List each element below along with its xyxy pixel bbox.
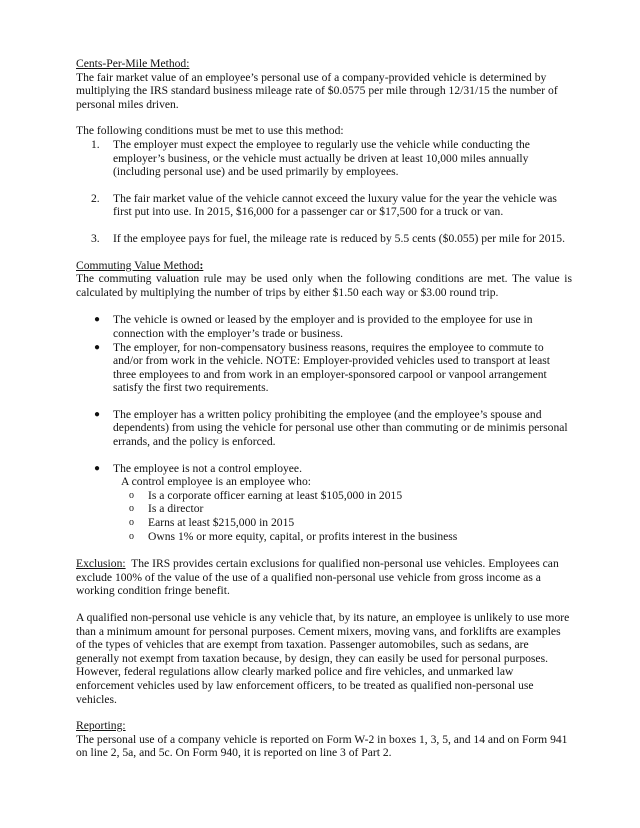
control-employee-intro: A control employee is an employee who: <box>121 475 311 489</box>
condition-text: The fair market value of the vehicle cannot exceed the luxury value for the year the vehicle was first put into use. In 2015, $16,000 for a passenger car or $17,500 for a truck or van. <box>113 191 557 219</box>
bullet-text: The employee is not a control employee. <box>113 461 302 475</box>
cents-per-mile-intro: The fair market value of an employee’s personal use of a company-provided vehicle is determined by multiplying the IRS standard business mileage rate of $0.0575 per mile through 12/31/15 the number of personal miles driven. <box>76 70 558 111</box>
reporting-heading: Reporting: <box>76 719 126 733</box>
condition-number: 2. <box>91 191 100 205</box>
control-item <box>121 489 572 503</box>
circle-bullet-icon: o <box>129 503 134 515</box>
cents-per-mile-section <box>76 57 572 246</box>
condition-item <box>76 138 572 179</box>
bullet-icon: ● <box>94 314 101 326</box>
bullet-text: The employer, for non-compensatory business reasons, requires the employee to commute to and/or from work in the vehicle. NOTE: Employer-provided vehicles used to transport at least three employees to and from work in an employer-sponsored carpool or vanpool arrangement satisfy the first two requirements. <box>113 340 550 395</box>
bullet-item <box>76 408 572 449</box>
exclusion-paragraph <box>76 557 572 598</box>
control-item <box>121 516 572 530</box>
condition-item <box>76 232 572 246</box>
bullet-icon: ● <box>94 462 101 474</box>
commuting-conditions-list <box>76 313 572 543</box>
condition-item <box>76 192 572 219</box>
circle-bullet-icon: o <box>129 489 134 501</box>
condition-text: If the employee pays for fuel, the mileage rate is reduced by 5.5 cents ($0.055) per mile for 2015. <box>113 231 565 245</box>
bullet-item <box>76 313 572 340</box>
commuting-heading: Commuting Value Method <box>76 258 200 272</box>
bullet-icon: ● <box>94 408 101 420</box>
exclusion-paragraph-2: A qualified non-personal use vehicle is any vehicle that, by its nature, an employee is unlikely to use more than a minimum amount for personal purposes. Cement mixers, moving vans, and forklifts are examples of the types of vehicles that are exempt from taxation. Passenger automobiles, such as sedans, are generally not exempt from taxation because, by design, they can easily be used for personal purposes. However, federal regulations allow clearly marked police and fire vehicles, and unmarked law enforcement vehicles used by law enforcement officers, to be treated as qualified non-personal use vehicles. <box>76 611 570 706</box>
bullet-item <box>76 341 572 395</box>
reporting-text: The personal use of a company vehicle is reported on Form W-2 in boxes 1, 3, 5, and 14 and on Form 941 on line 2, 5a, and 5c. On Form 940, it is reported on line 3 of Part 2. <box>76 732 568 760</box>
condition-number: 3. <box>91 231 100 245</box>
exclusion-text: The IRS provides certain exclusions for qualified non-personal use vehicles. Employees can exclude 100% of the value of the use of a qualified non-personal use vehicle from gross income as a working condition fringe benefit. <box>76 557 562 598</box>
control-item <box>121 530 572 544</box>
condition-number: 1. <box>91 137 100 151</box>
condition-text: The employer must expect the employee to regularly use the vehicle while conducting the employer’s business, or the vehicle must actually be driven at least 10,000 miles annually (including personal use) and be used primarily by employees. <box>113 137 530 179</box>
conditions-list <box>76 138 572 246</box>
bullet-text: The employer has a written policy prohibiting the employee (and the employee’s spouse and dependents) from using the vehicle for personal use other than commuting or de minimis personal errands, and the policy is enforced. <box>113 407 568 449</box>
control-item-text: Owns 1% or more equity, capital, or profits interest in the business <box>148 529 458 543</box>
control-item-text: Is a director <box>148 502 204 516</box>
commuting-intro: The commuting valuation rule may be used only when the following conditions are met. The value is calculated by multiplying the number of trips by either $1.50 each way or $3.00 round trip. <box>76 272 572 299</box>
control-item <box>121 502 572 516</box>
control-item-text: Is a corporate officer earning at least $105,000 in 2015 <box>148 488 403 502</box>
cents-per-mile-heading: Cents-Per-Mile Method: <box>76 57 190 70</box>
circle-bullet-icon: o <box>129 517 134 529</box>
commuting-heading-colon: : <box>199 258 204 272</box>
control-employee-block <box>113 475 572 543</box>
bullet-icon: ● <box>94 341 101 353</box>
control-item-text: Earns at least $215,000 in 2015 <box>148 516 295 530</box>
document-page <box>76 57 572 760</box>
commuting-heading-line <box>76 259 572 273</box>
control-employee-list <box>121 489 572 543</box>
exclusion-section <box>76 557 572 706</box>
reporting-section <box>76 719 572 760</box>
bullet-text: The vehicle is owned or leased by the employer and is provided to the employee for use in connection with the employer’s trade or business. <box>113 313 533 340</box>
conditions-intro: The following conditions must be met to use this method: <box>76 124 344 138</box>
commuting-section <box>76 259 572 544</box>
exclusion-heading: Exclusion: <box>76 557 126 571</box>
bullet-item <box>76 462 572 544</box>
circle-bullet-icon: o <box>129 530 134 542</box>
